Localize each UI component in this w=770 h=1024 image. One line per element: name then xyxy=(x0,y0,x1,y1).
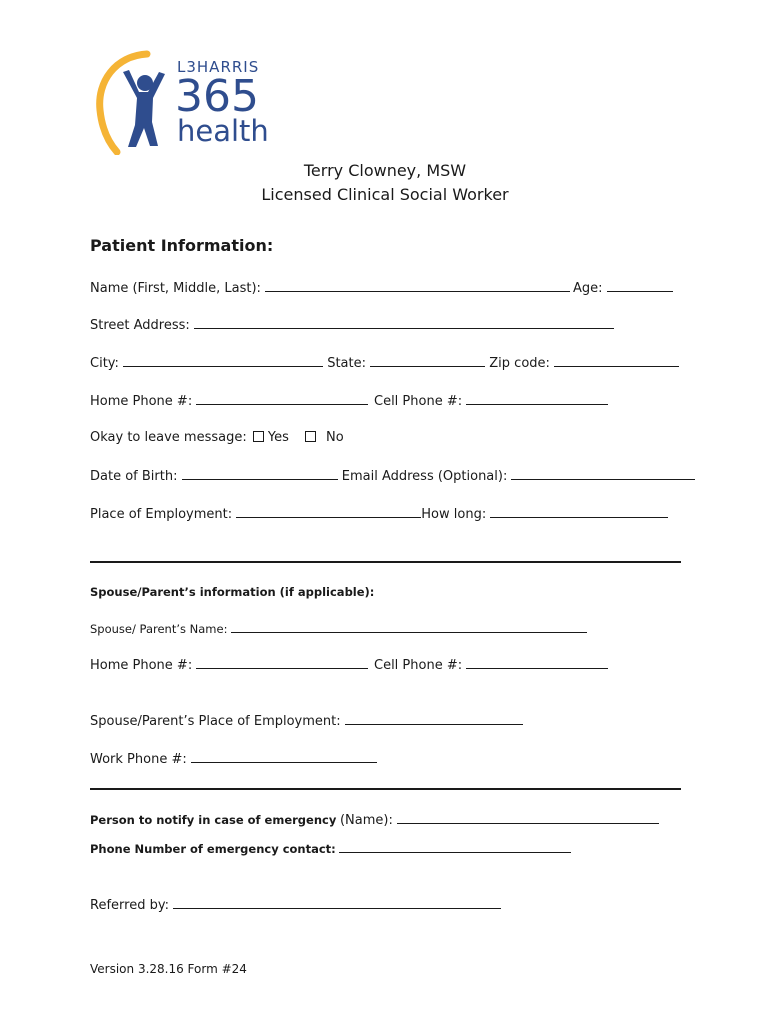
emergency-person-suffix: (Name): xyxy=(339,813,393,828)
how-long-field[interactable] xyxy=(490,505,668,518)
home-phone-field[interactable] xyxy=(196,392,368,405)
logo-brand: L3HARRIS xyxy=(177,58,260,76)
dob-label: Date of Birth: xyxy=(90,469,178,484)
spouse-cell-phone-label: Cell Phone #: xyxy=(374,658,463,673)
spouse-home-phone-field[interactable] xyxy=(196,656,368,669)
email-field[interactable] xyxy=(511,467,695,480)
name-field[interactable] xyxy=(265,279,570,292)
city-field[interactable] xyxy=(123,354,323,367)
state-field[interactable] xyxy=(370,354,485,367)
referred-by-label: Referred by: xyxy=(90,898,169,913)
spouse-employment-label: Spouse/Parent’s Place of Employment: xyxy=(90,714,341,729)
clinician-name: Terry Clowney, MSW xyxy=(303,161,467,180)
section-divider-2 xyxy=(90,788,681,790)
spouse-work-phone-field[interactable] xyxy=(191,750,377,763)
how-long-label: How long: xyxy=(421,507,487,522)
no-label: No xyxy=(326,430,344,445)
street-field[interactable] xyxy=(194,316,614,329)
spouse-heading: Spouse/Parent’s information (if applicable): xyxy=(90,585,375,599)
zip-field[interactable] xyxy=(554,354,679,367)
referred-by-field[interactable] xyxy=(173,896,501,909)
zip-label: Zip code: xyxy=(489,356,550,371)
no-checkbox[interactable] xyxy=(305,431,316,442)
employment-label: Place of Employment: xyxy=(90,507,233,522)
cell-phone-label: Cell Phone #: xyxy=(374,394,463,409)
emergency-person-label: Person to notify in case of emergency xyxy=(90,813,337,827)
emergency-phone-field[interactable] xyxy=(339,840,571,853)
spouse-name-field[interactable] xyxy=(231,620,587,633)
email-label: Email Address (Optional): xyxy=(341,469,508,484)
yes-checkbox[interactable] xyxy=(253,431,264,442)
form-version: Version 3.28.16 Form #24 xyxy=(90,962,247,976)
name-label: Name (First, Middle, Last): xyxy=(90,281,261,296)
emergency-person-field[interactable] xyxy=(397,811,659,824)
cell-phone-field[interactable] xyxy=(466,392,608,405)
spouse-home-phone-label: Home Phone #: xyxy=(90,658,193,673)
spouse-cell-phone-field[interactable] xyxy=(466,656,608,669)
home-phone-label: Home Phone #: xyxy=(90,394,193,409)
message-label: Okay to leave message: xyxy=(90,430,247,445)
logo-mark-icon xyxy=(95,50,175,155)
patient-heading: Patient Information: xyxy=(90,236,274,255)
logo xyxy=(95,50,275,155)
yes-label: Yes xyxy=(267,430,289,445)
logo-word: health xyxy=(177,114,269,148)
clinician-title: Licensed Clinical Social Worker xyxy=(261,185,509,204)
age-field[interactable] xyxy=(607,279,673,292)
city-label: City: xyxy=(90,356,119,371)
dob-field[interactable] xyxy=(182,467,338,480)
emergency-phone-label: Phone Number of emergency contact: xyxy=(90,842,336,856)
age-label: Age: xyxy=(573,281,603,296)
logo-number: 365 xyxy=(175,71,259,122)
spouse-employment-field[interactable] xyxy=(345,712,523,725)
spouse-name-label: Spouse/ Parent’s Name: xyxy=(90,622,228,636)
street-label: Street Address: xyxy=(90,318,190,333)
section-divider-1 xyxy=(90,561,681,563)
state-label: State: xyxy=(327,356,366,371)
spouse-work-phone-label: Work Phone #: xyxy=(90,752,187,767)
employment-field[interactable] xyxy=(236,505,421,518)
